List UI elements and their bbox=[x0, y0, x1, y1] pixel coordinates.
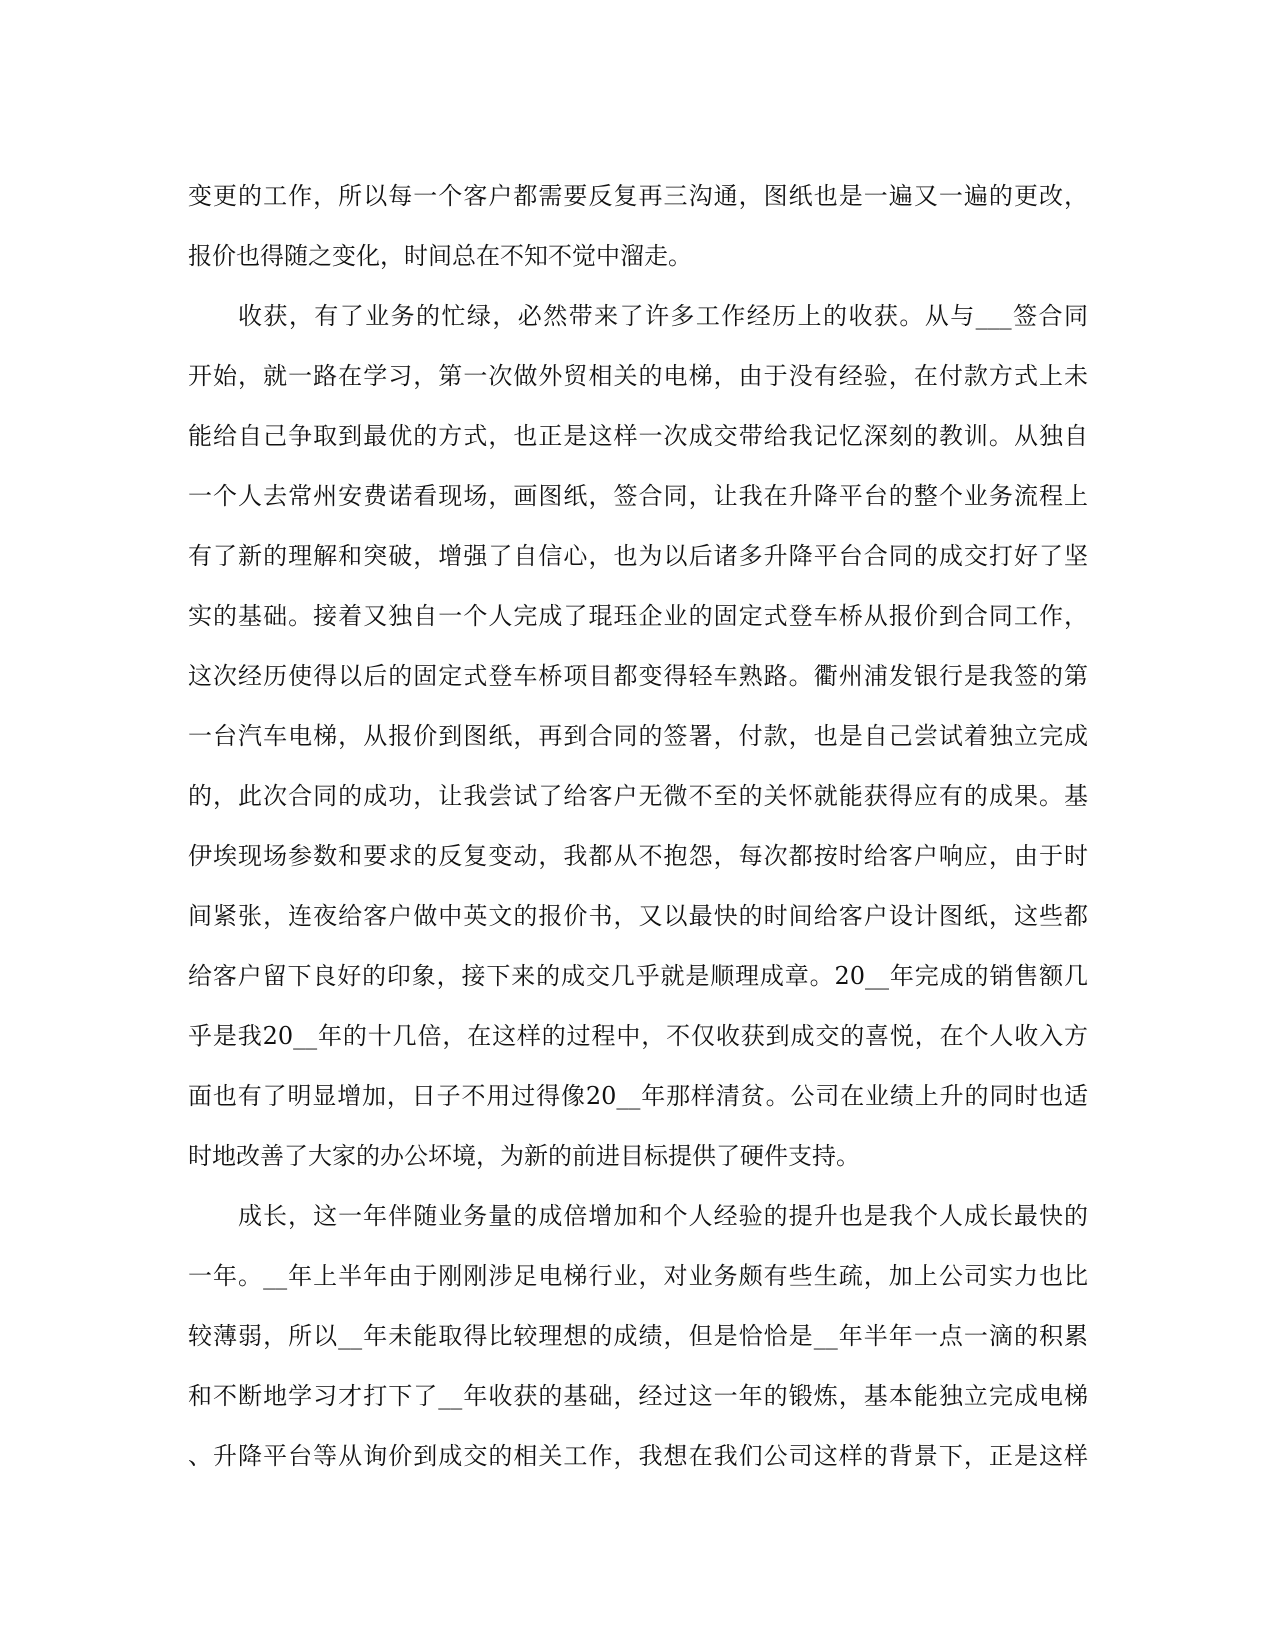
text-line: 间紧张，连夜给客户做中英文的报价书，又以最快的时间给客户设计图纸，这些都 bbox=[188, 902, 1088, 930]
text-line: 有了新的理解和突破，增强了自信心，也为以后诸多升降平台合同的成交打好了坚 bbox=[188, 542, 1088, 570]
text-line: 变更的工作，所以每一个客户都需要反复再三沟通，图纸也是一遍又一遍的更改， bbox=[188, 182, 1088, 210]
text-line: 、升降平台等从询价到成交的相关工作，我想在我们公司这样的背景下，正是这样 bbox=[188, 1442, 1088, 1470]
text-line: 这次经历使得以后的固定式登车桥项目都变得轻车熟路。衢州浦发银行是我签的第 bbox=[188, 662, 1088, 690]
text-line: 一个人去常州安费诺看现场，画图纸，签合同，让我在升降平台的整个业务流程上 bbox=[188, 482, 1088, 510]
text-line: 一台汽车电梯，从报价到图纸，再到合同的签署，付款，也是自己尝试着独立完成 bbox=[188, 722, 1088, 750]
text-line: 面也有了明显增加，日子不用过得像20__年那样清贫。公司在业绩上升的同时也适 bbox=[188, 1082, 1088, 1110]
body-text bbox=[188, 166, 1088, 1486]
text-line: 实的基础。接着又独自一个人完成了琨珏企业的固定式登车桥从报价到合同工作， bbox=[188, 602, 1088, 630]
paragraph-start-line: 收获，有了业务的忙绿，必然带来了许多工作经历上的收获。从与___签合同 bbox=[238, 302, 1088, 330]
text-line: 和不断地学习才打下了__年收获的基础，经过这一年的锻炼，基本能独立完成电梯 bbox=[188, 1382, 1088, 1410]
text-line: 伊埃现场参数和要求的反复变动，我都从不抱怨，每次都按时给客户响应，由于时 bbox=[188, 842, 1088, 870]
text-line: 的，此次合同的成功，让我尝试了给客户无微不至的关怀就能获得应有的成果。基 bbox=[188, 782, 1088, 810]
text-line: 一年。__年上半年由于刚刚涉足电梯行业，对业务颇有些生疏，加上公司实力也比 bbox=[188, 1262, 1088, 1290]
text-line: 开始，就一路在学习，第一次做外贸相关的电梯，由于没有经验，在付款方式上未 bbox=[188, 362, 1088, 390]
text-line: 时地改善了大家的办公坏境，为新的前进目标提供了硬件支持。 bbox=[188, 1142, 860, 1170]
paragraph-start-line: 成长，这一年伴随业务量的成倍增加和个人经验的提升也是我个人成长最快的 bbox=[238, 1202, 1088, 1230]
text-line: 报价也得随之变化，时间总在不知不觉中溜走。 bbox=[188, 242, 692, 270]
text-line: 较薄弱，所以__年未能取得比较理想的成绩，但是恰恰是__年半年一点一滴的积累 bbox=[188, 1322, 1088, 1350]
text-line: 能给自己争取到最优的方式，也正是这样一次成交带给我记忆深刻的教训。从独自 bbox=[188, 422, 1088, 450]
text-line: 乎是我20__年的十几倍，在这样的过程中，不仅收获到成交的喜悦，在个人收入方 bbox=[188, 1022, 1088, 1050]
text-line: 给客户留下良好的印象，接下来的成交几乎就是顺理成章。20__年完成的销售额几 bbox=[188, 962, 1088, 990]
